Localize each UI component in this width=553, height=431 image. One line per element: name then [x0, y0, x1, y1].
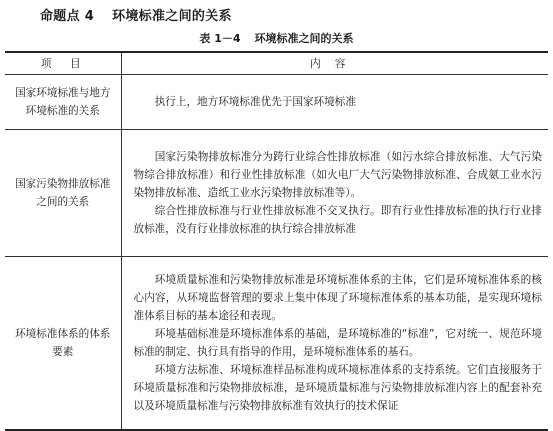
- content-paragraph: 综合性排放标准与行业性排放标准不交叉执行。即有行业性排放标准的执行行业排放标准，没有行业排放标准的执行综合排放标准: [133, 205, 542, 235]
- table-caption-title: 环境标准之间的关系: [254, 32, 354, 45]
- section-heading-label: 命题点 4: [40, 9, 95, 24]
- row-content: [121, 75, 548, 130]
- table-caption-number: 表 1－4: [199, 32, 241, 45]
- standards-relationship-table: [5, 51, 548, 431]
- table-caption: [0, 30, 553, 46]
- content-paragraph: 环境方法标准、环境标准样品标准构成环境标准体系的支持系统。它们直接服务于环境质量标准和污染物排放标准，是环境质量标准与污染物排放标准内容上的配套补充以及环境质量标准与污染物排放标准有效执行的技术保证: [133, 363, 542, 412]
- content-paragraph: 环境质量标准和污染物排放标准是环境标准体系的主体，它们是环境标准体系的核心内容，从环境监督管理的要求上集中体现了环境标准体系的基本功能，是实现环境标准体系目标的基本途径和表现。: [133, 273, 542, 322]
- row-item-label: 国家环境标准与地方环境标准的关系: [5, 75, 121, 130]
- table-header-row: [5, 52, 548, 75]
- row-item-label: 国家污染物排放标准之间的关系: [5, 130, 121, 257]
- column-header-content: 内容: [121, 52, 548, 75]
- content-paragraph: 环境基础标准是环境标准体系的基础，是环境标准的“标准”，它对统一、规范环境标准的制定、执行具有指导的作用，是环境标准体系的基石。: [133, 327, 542, 358]
- table-row: [5, 257, 548, 430]
- section-heading: [40, 5, 232, 24]
- table-row: [5, 75, 548, 130]
- column-header-item: 项 目: [5, 52, 121, 75]
- row-item-label: 环境标准体系的体系要素: [5, 257, 121, 430]
- content-paragraph: 国家污染物排放标准分为跨行业综合性排放标准（如污水综合排放标准、大气污染物综合排放标准）和行业性排放标准（如火电厂大气污染物排放标准、合成氨工业水污染物排放标准、造纸工业水污染物排放标准等）。: [133, 151, 542, 199]
- section-heading-title: 环境标准之间的关系: [112, 9, 232, 24]
- row-content: [121, 130, 548, 257]
- row-content: [121, 257, 548, 430]
- table-row: [5, 130, 548, 257]
- content-paragraph: 执行上，地方环境标准优先于国家环境标准: [154, 96, 356, 108]
